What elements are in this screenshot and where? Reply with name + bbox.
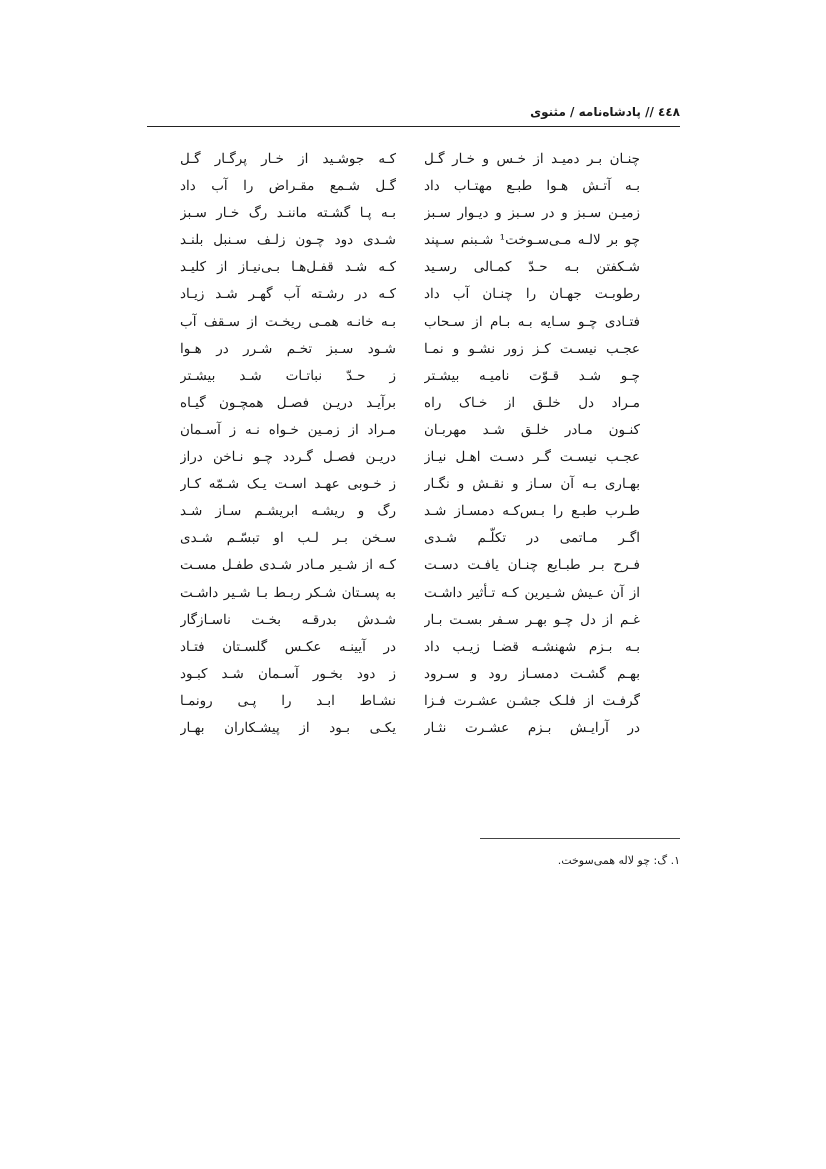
second-hemistich: کـه جوشـید از خـار پرگـار گـل (180, 151, 396, 167)
bayt-row (180, 281, 640, 308)
second-hemistich: در آیینـه عکـس گلسـتان فتـاد (180, 638, 396, 655)
second-hemistich: کـه در رشـته آب گهـر شـد زیـاد (180, 286, 396, 303)
first-hemistich: چو بر لالـه مـی‌سـوخت¹ شـبنم سـپند (424, 232, 640, 249)
second-hemistich: نشـاط ابـد را پـی رونمـا (180, 692, 396, 709)
first-hemistich: شـکفتن بـه حـدّ کمـالی رسـید (424, 259, 640, 276)
first-hemistich: رطوبـت جهـان را چنـان آب داد (424, 286, 640, 303)
second-hemistich: ز دود بخـور آسـمان شـد کبـود (180, 665, 396, 682)
second-hemistich: شـدش بدرقـه بخـت ناسـازگار (180, 611, 396, 628)
bayt-row (180, 715, 640, 742)
footnote: ۱. گ: چو لاله همی‌سوخت. (557, 854, 680, 867)
second-hemistich: شـدی دود چـون زلـف سـنبل بلنـد (180, 232, 396, 249)
second-hemistich: شـود سـبز تخـم شـرر در هـوا (180, 340, 396, 357)
masnavi-poem (180, 146, 640, 742)
first-hemistich: فتـادی چـو سـایه بـه بـام از سـحاب (424, 313, 640, 330)
first-hemistich: عجـب نیسـت گـر دسـت اهـل نیـاز (424, 449, 640, 466)
first-hemistich: طـرب طبـع را بـس‌کـه دمسـاز شـد (424, 503, 640, 520)
bayt-row (180, 688, 640, 715)
second-hemistich: کـه شـد قفـل‌هـا بـی‌نیـاز از کلیـد (180, 259, 396, 276)
bayt-row (180, 363, 640, 390)
running-header: ٤٤٨ // پادشاه‌نامه / مثنوی (147, 98, 680, 127)
bayt-row (180, 336, 640, 363)
first-hemistich: اگـر مـاتمی در تکلّـم شـدی (424, 530, 640, 547)
second-hemistich: یکـی بـود از پیشـکاران بهـار (180, 719, 396, 736)
first-hemistich: غـم از دل چـو بهـر سـفر بسـت بـار (424, 611, 640, 628)
second-hemistich: ز حـدّ نباتـات شـد بیشـتر (180, 367, 396, 384)
bayt-row (180, 227, 640, 254)
second-hemistich: مـراد از زمـین خـواه نـه ز آسـمان (180, 421, 396, 438)
second-hemistich: رگ و ریشـه ابریشـم سـاز شـد (180, 503, 396, 520)
bayt-row (180, 390, 640, 417)
first-hemistich: بـه بـزم شهنشـه قضـا زیـب داد (424, 638, 640, 655)
bayt-row (180, 661, 640, 688)
bayt-row (180, 444, 640, 471)
second-hemistich: دریـن فصـل گـردد چـو نـاخن دراز (180, 449, 396, 466)
second-hemistich: بـه خانـه همـی ریخـت از سـقف آب (180, 313, 396, 330)
first-hemistich: مـراد دل خلـق از خـاک راه (424, 394, 640, 411)
second-hemistich: بـه پـا گشـته ماننـد رگ خـار سـبز (180, 205, 396, 222)
first-hemistich: در آرایـش بـزم عشـرت نثـار (424, 719, 640, 736)
bayt-row (180, 552, 640, 579)
second-hemistich: برآیـد دریـن فصـل همچـون گیـاه (180, 394, 396, 411)
first-hemistich: بـه آتـش هـوا طبـع مهتـاب داد (424, 178, 640, 195)
second-hemistich: کـه از شـیر مـادر شـدی طفـل مسـت (180, 557, 396, 574)
footnote-divider (480, 838, 680, 839)
bayt-row (180, 417, 640, 444)
first-hemistich: چـو شـد قـوّت نامیـه بیشـتر (424, 367, 640, 384)
bayt-row (180, 525, 640, 552)
bayt-row (180, 173, 640, 200)
first-hemistich: چنـان بـر دمیـد از خـس و خـار گـل (424, 151, 640, 167)
first-hemistich: گرفـت از فلـک جشـن عشـرت فـزا (424, 692, 640, 709)
first-hemistich: فـرح بـر طبـایع چنـان یافـت دسـت (424, 557, 640, 574)
bayt-row (180, 200, 640, 227)
first-hemistich: عجـب نیسـت کـز زور نشـو و نمـا (424, 340, 640, 357)
first-hemistich: زمیـن سـبز و در سـبز و دیـوار سـبز (424, 205, 640, 222)
first-hemistich: بهـاری بـه آن سـاز و نقـش و نگـار (424, 476, 640, 493)
bayt-row (180, 634, 640, 661)
second-hemistich: به پسـتان شـکر ربـط بـا شـیر داشـت (180, 584, 396, 601)
second-hemistich: سـخن بـر لـب او تبسّـم شـدی (180, 530, 396, 547)
bayt-row (180, 146, 640, 173)
first-hemistich: از آن عـیش شـیرین کـه تـأثیر داشـت (424, 584, 640, 601)
first-hemistich: کنـون مـادر خلـق شـد مهربـان (424, 421, 640, 438)
bayt-row (180, 580, 640, 607)
second-hemistich: گـل شـمع مقـراض را آب داد (180, 178, 396, 195)
bayt-row (180, 607, 640, 634)
bayt-row (180, 498, 640, 525)
bayt-row (180, 471, 640, 498)
bayt-row (180, 254, 640, 281)
bayt-row (180, 309, 640, 336)
first-hemistich: بهـم گشـت دمسـاز رود و سـرود (424, 665, 640, 682)
second-hemistich: ز خـوبی عهـد اسـت یـک شـمّه کـار (180, 476, 396, 493)
